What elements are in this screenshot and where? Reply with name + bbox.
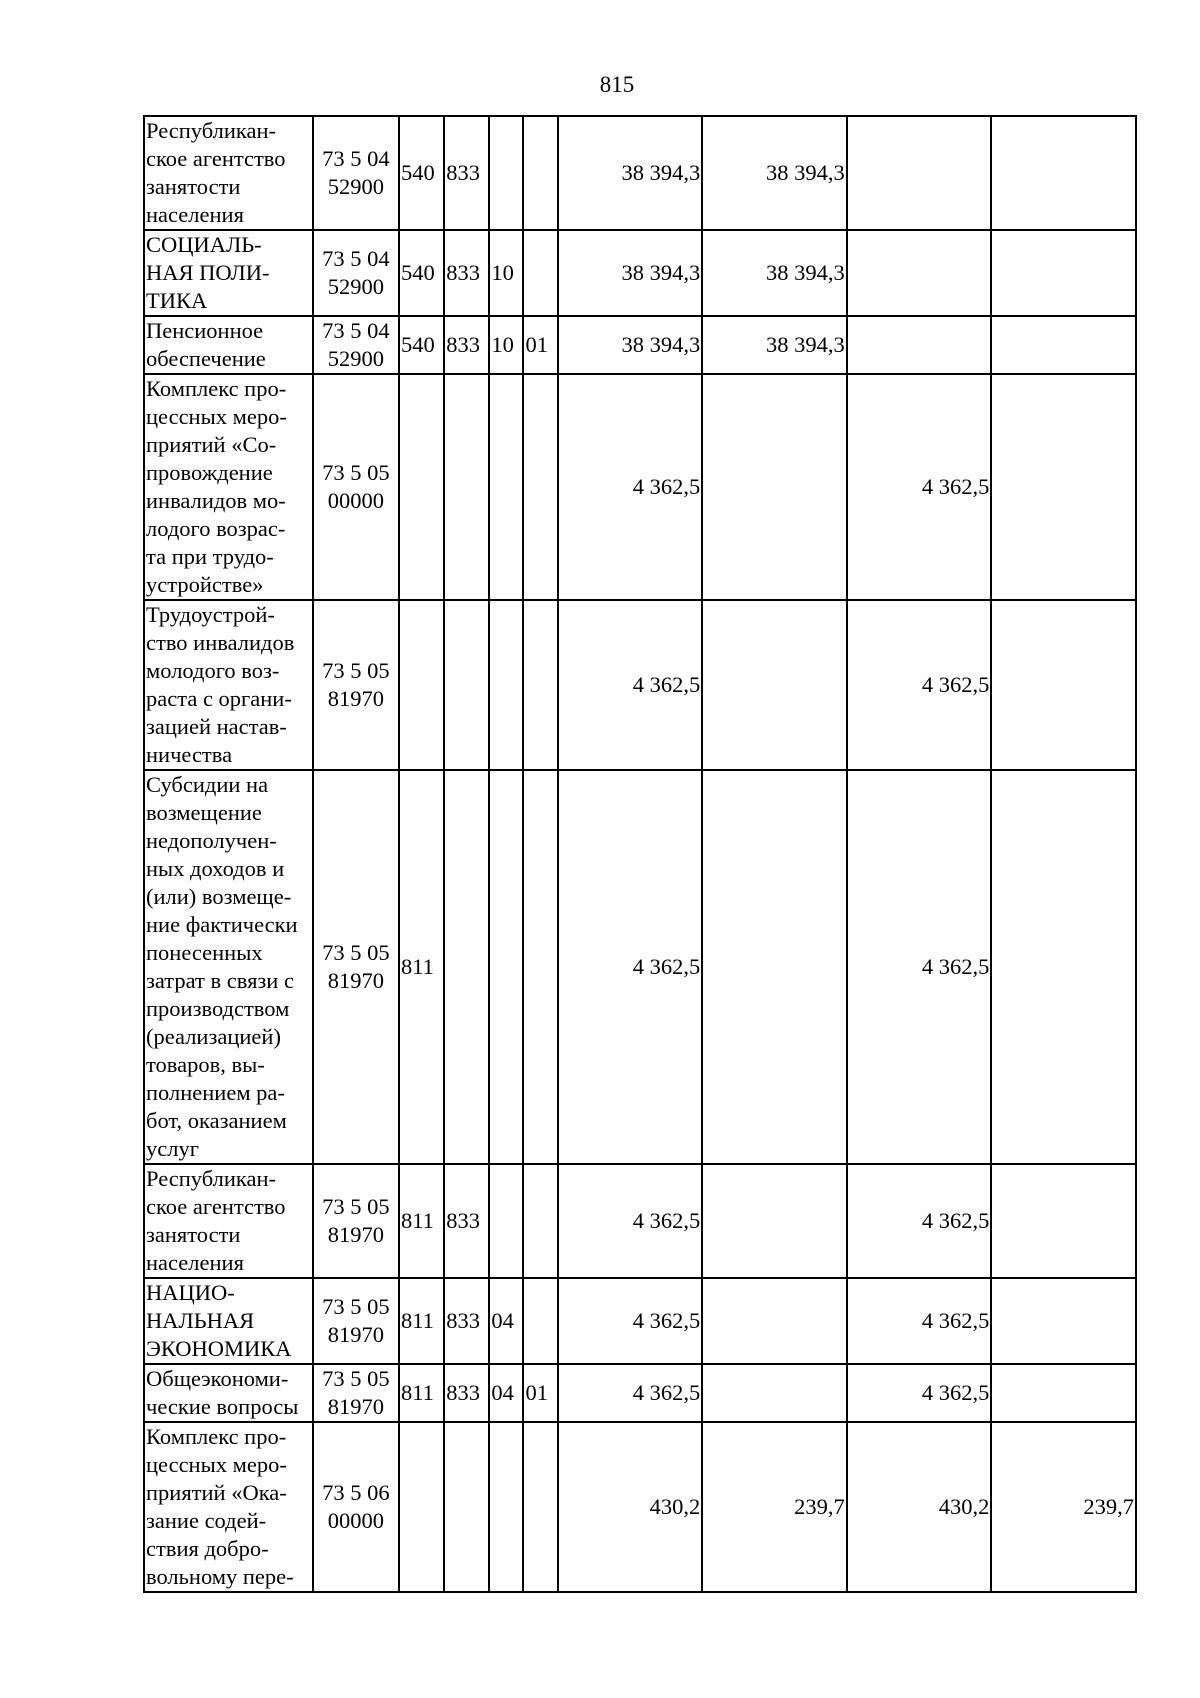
expense-type-cell: 811 [399,770,444,1164]
amount-federal-cell [702,1278,847,1364]
program-code-part: 73 5 04 [322,146,390,171]
table-row [144,1278,1136,1364]
amount-republic-cell: 430,2 [847,1422,992,1592]
amount-other-cell [991,770,1136,1164]
row-name-line: ское агентство [146,146,286,171]
row-name-line: молодого воз- [146,658,280,683]
program-code-part: 81970 [327,686,384,711]
expense-type-cell [399,1422,444,1592]
expense-type-cell [399,374,444,600]
table-row [144,374,1136,600]
row-name-line: ЭКОНОМИКА [146,1336,292,1361]
amount-other-cell [991,1164,1136,1278]
row-name-line: Трудоустрой- [146,602,275,627]
row-name-cell [144,374,313,600]
expense-type-cell: 811 [399,1364,444,1422]
page-number: 815 [599,72,635,97]
amount-republic-cell: 4 362,5 [847,1364,992,1422]
section-cell: 04 [489,1278,523,1364]
table-row [144,1164,1136,1278]
amount-other-cell [991,316,1136,374]
amount-federal-cell [702,374,847,600]
subsection-cell [523,1164,557,1278]
program-code-part: 00000 [327,1508,384,1533]
program-code-part: 73 5 05 [322,1366,390,1391]
amount-federal-cell [702,1364,847,1422]
amount-federal-cell [702,770,847,1164]
amount-republic-cell: 4 362,5 [847,1278,992,1364]
row-name-line: ние фактически [146,912,298,937]
section-cell: 10 [489,230,523,316]
row-name-line: ных доходов и [146,856,285,881]
subsection-cell: 01 [523,1364,557,1422]
amount-total-cell: 4 362,5 [558,374,703,600]
row-name-line: НАЯ ПОЛИ- [146,260,270,285]
program-code-cell [313,116,399,230]
program-code-part: 73 5 05 [322,940,390,965]
row-name-cell [144,600,313,770]
amount-other-cell [991,116,1136,230]
ministry-code-cell: 833 [444,1164,489,1278]
row-name-line: НАЦИО- [146,1280,235,1305]
program-code-part: 73 5 04 [322,246,390,271]
row-name-cell [144,230,313,316]
program-code-part: 81970 [327,1222,384,1247]
row-name-line: зание содей- [146,1508,267,1533]
program-code-part: 73 5 06 [322,1480,390,1505]
program-code-cell [313,770,399,1164]
program-code-part: 81970 [327,968,384,993]
row-name-line: ничества [146,742,233,767]
program-code-part: 81970 [327,1394,384,1419]
row-name-line: населения [146,202,244,227]
program-code-part: 52900 [327,174,384,199]
amount-total-cell: 4 362,5 [558,1164,703,1278]
ministry-code-cell [444,1422,489,1592]
row-name-line: услуг [146,1136,199,1161]
program-code-part: 73 5 05 [322,460,390,485]
amount-republic-cell [847,316,992,374]
section-cell [489,770,523,1164]
row-name-line: Республикан- [146,1166,277,1191]
table-row [144,116,1136,230]
amount-total-cell: 38 394,3 [558,116,703,230]
section-cell [489,600,523,770]
ministry-code-cell [444,770,489,1164]
expense-type-cell: 811 [399,1164,444,1278]
subsection-cell [523,770,557,1164]
program-code-cell [313,316,399,374]
amount-total-cell: 38 394,3 [558,316,703,374]
amount-total-cell: 4 362,5 [558,1278,703,1364]
amount-total-cell: 38 394,3 [558,230,703,316]
row-name-line: бот, оказанием [146,1108,287,1133]
row-name-line: устройстве» [146,572,264,597]
table-row [144,1422,1136,1592]
amount-republic-cell: 4 362,5 [847,600,992,770]
row-name-cell [144,316,313,374]
table-body [144,116,1136,1592]
program-code-part: 52900 [327,274,384,299]
section-cell [489,116,523,230]
row-name-line: понесенных [146,940,263,965]
ministry-code-cell: 833 [444,316,489,374]
row-name-cell [144,1278,313,1364]
table-row [144,230,1136,316]
program-code-cell [313,230,399,316]
row-name-line: (реализацией) [146,1024,281,1049]
subsection-cell [523,600,557,770]
program-code-cell [313,1364,399,1422]
row-name-line: полнением ра- [146,1080,285,1105]
amount-other-cell [991,230,1136,316]
row-name-line: возмещение [146,800,262,825]
row-name-line: Комплекс про- [146,1424,287,1449]
row-name-line: та при трудо- [146,544,274,569]
amount-total-cell: 4 362,5 [558,770,703,1164]
amount-other-cell: 239,7 [991,1422,1136,1592]
row-name-line: (или) возмеще- [146,884,292,909]
amount-federal-cell [702,1164,847,1278]
row-name-line: НАЛЬНАЯ [146,1308,255,1333]
amount-republic-cell [847,116,992,230]
row-name-line: ское агентство [146,1194,286,1219]
row-name-line: СОЦИАЛЬ- [146,232,262,257]
row-name-line: вольному пере- [146,1564,294,1589]
ministry-code-cell: 833 [444,116,489,230]
amount-total-cell: 4 362,5 [558,1364,703,1422]
row-name-line: ческие вопросы [146,1394,299,1419]
program-code-cell [313,1164,399,1278]
table-row [144,316,1136,374]
row-name-line: цессных меро- [146,404,287,429]
expense-type-cell: 540 [399,116,444,230]
table-row [144,600,1136,770]
expense-type-cell [399,600,444,770]
row-name-line: раста с органи- [146,686,292,711]
row-name-line: товаров, вы- [146,1052,265,1077]
row-name-line: цессных меро- [146,1452,287,1477]
program-code-cell [313,374,399,600]
program-code-part: 73 5 05 [322,1194,390,1219]
amount-republic-cell: 4 362,5 [847,374,992,600]
row-name-line: затрат в связи с [146,968,294,993]
row-name-line: зацией настав- [146,714,287,739]
row-name-line: Субсидии на [146,772,269,797]
row-name-line: Пенсионное [146,318,264,343]
expense-type-cell: 540 [399,230,444,316]
amount-other-cell [991,600,1136,770]
program-code-cell [313,1278,399,1364]
row-name-line: населения [146,1250,244,1275]
program-code-part: 81970 [327,1322,384,1347]
program-code-part: 52900 [327,346,384,371]
amount-other-cell [991,1278,1136,1364]
subsection-cell [523,374,557,600]
row-name-cell [144,1164,313,1278]
subsection-cell [523,230,557,316]
subsection-cell [523,1278,557,1364]
row-name-line: Общеэкономи- [146,1366,289,1391]
amount-federal-cell [702,600,847,770]
row-name-line: ство инвалидов [146,630,295,655]
ministry-code-cell: 833 [444,230,489,316]
section-cell [489,1422,523,1592]
amount-other-cell [991,1364,1136,1422]
amount-federal-cell: 38 394,3 [702,316,847,374]
amount-federal-cell: 38 394,3 [702,230,847,316]
row-name-cell [144,770,313,1164]
amount-other-cell [991,374,1136,600]
section-cell [489,1164,523,1278]
amount-republic-cell: 4 362,5 [847,1164,992,1278]
row-name-line: ствия добро- [146,1536,269,1561]
subsection-cell: 01 [523,316,557,374]
program-code-part: 73 5 04 [322,318,390,343]
row-name-line: недополучен- [146,828,277,853]
budget-table [143,115,1137,1593]
amount-federal-cell: 38 394,3 [702,116,847,230]
section-cell: 04 [489,1364,523,1422]
table-row [144,770,1136,1164]
program-code-part: 73 5 05 [322,1294,390,1319]
ministry-code-cell [444,374,489,600]
row-name-line: Комплекс про- [146,376,287,401]
table-row [144,1364,1136,1422]
amount-federal-cell: 239,7 [702,1422,847,1592]
ministry-code-cell: 833 [444,1278,489,1364]
section-cell: 10 [489,316,523,374]
row-name-line: приятий «Ока- [146,1480,287,1505]
amount-republic-cell [847,230,992,316]
amount-republic-cell: 4 362,5 [847,770,992,1164]
row-name-line: лодого возрас- [146,516,286,541]
expense-type-cell: 540 [399,316,444,374]
row-name-line: инвалидов мо- [146,488,286,513]
section-cell [489,374,523,600]
row-name-cell [144,116,313,230]
expense-type-cell: 811 [399,1278,444,1364]
row-name-cell [144,1364,313,1422]
row-name-line: занятости [146,1222,241,1247]
row-name-line: провождение [146,460,273,485]
row-name-line: занятости [146,174,241,199]
row-name-line: Республикан- [146,118,277,143]
ministry-code-cell [444,600,489,770]
amount-total-cell: 430,2 [558,1422,703,1592]
program-code-cell [313,1422,399,1592]
row-name-line: приятий «Со- [146,432,277,457]
ministry-code-cell: 833 [444,1364,489,1422]
row-name-line: обеспечение [146,346,266,371]
amount-total-cell: 4 362,5 [558,600,703,770]
program-code-part: 00000 [327,488,384,513]
row-name-cell [144,1422,313,1592]
row-name-line: ТИКА [146,288,208,313]
subsection-cell [523,116,557,230]
program-code-cell [313,600,399,770]
row-name-line: производством [146,996,290,1021]
subsection-cell [523,1422,557,1592]
program-code-part: 73 5 05 [322,658,390,683]
